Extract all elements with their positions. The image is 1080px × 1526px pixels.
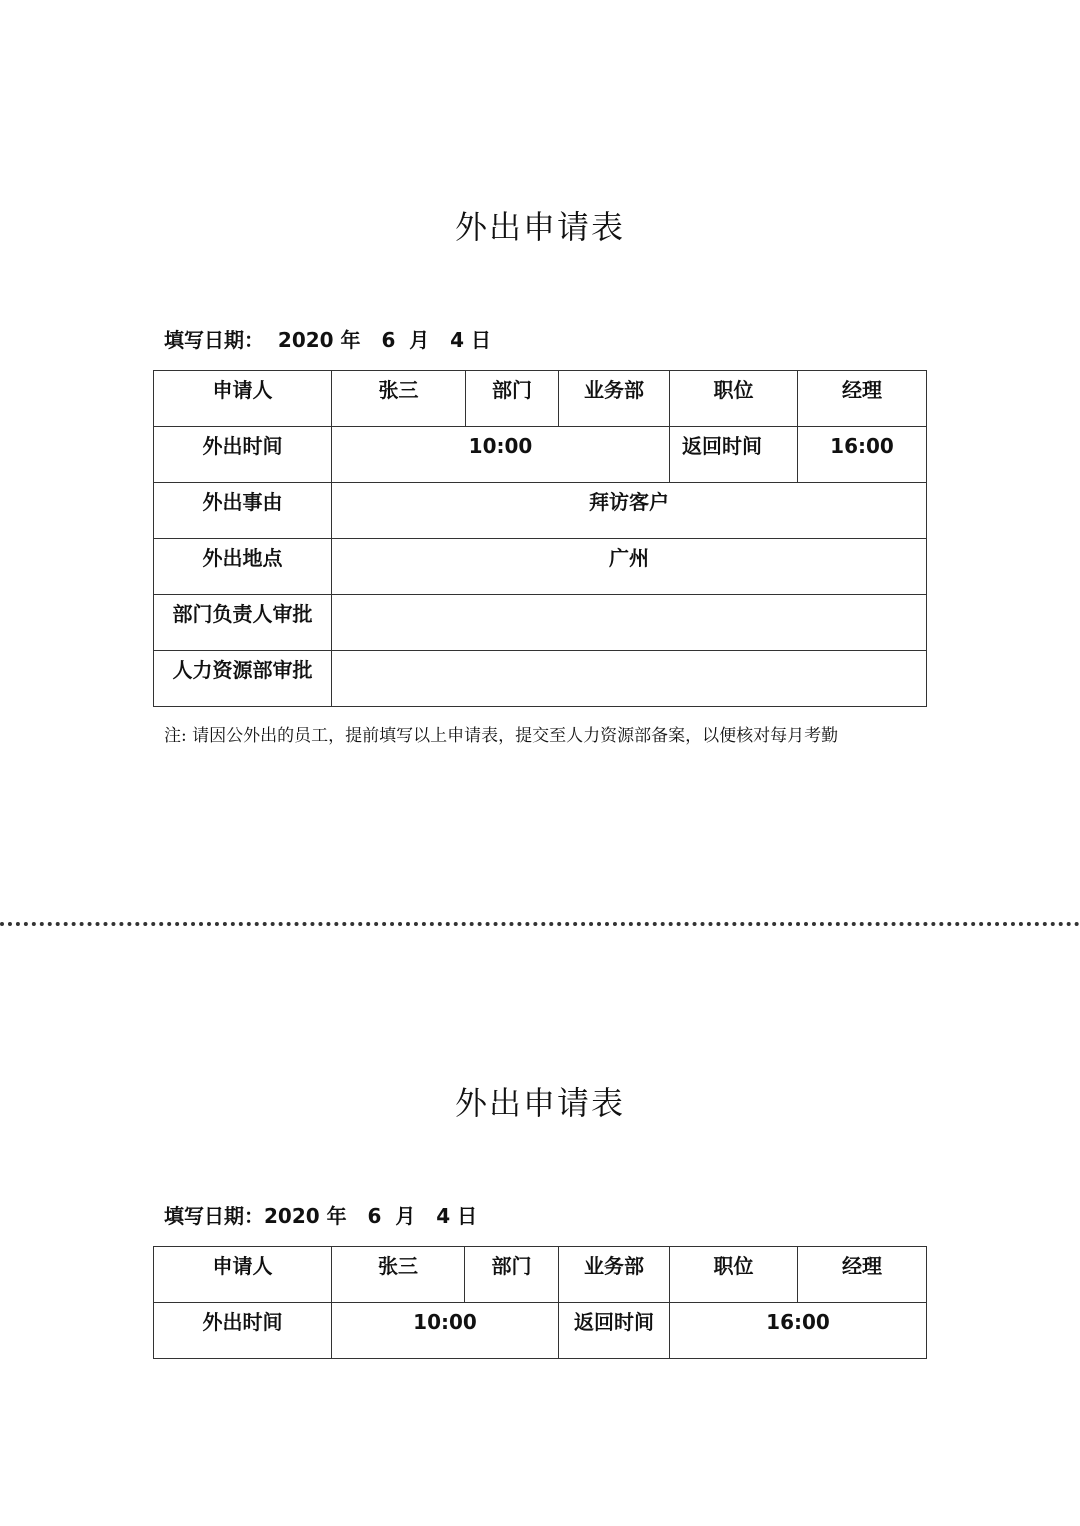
- out-time-label: 外出时间: [154, 1303, 332, 1359]
- return-time-label: 返回时间: [559, 1303, 670, 1359]
- applicant-label: 申请人: [154, 371, 332, 427]
- applicant-value[interactable]: 张三: [332, 371, 466, 427]
- reason-value[interactable]: 拜访客户: [332, 483, 927, 539]
- table-row: [154, 539, 927, 595]
- table-row: [154, 1303, 927, 1359]
- table-row: [154, 595, 927, 651]
- cut-line-divider: [0, 922, 1080, 926]
- out-time-value[interactable]: 10:00: [332, 427, 670, 483]
- table-row: [154, 651, 927, 707]
- out-time-label: 外出时间: [154, 427, 332, 483]
- location-value[interactable]: 广州: [332, 539, 927, 595]
- note-text: 注: 请因公外出的员工，提前填写以上申请表，提交至人力资源部备案，以便核对每月考勤: [164, 726, 839, 746]
- hr-approval-value[interactable]: [332, 651, 927, 707]
- application-table: [153, 1246, 927, 1359]
- dept-label: 部门: [466, 371, 559, 427]
- form-title: 外出申请表: [454, 1084, 625, 1122]
- hr-approval-label: 人力资源部审批: [154, 651, 332, 707]
- application-table: [153, 370, 927, 707]
- applicant-value[interactable]: 张三: [332, 1247, 465, 1303]
- position-value[interactable]: 经理: [798, 371, 927, 427]
- table-row: [154, 371, 927, 427]
- fill-date: 填写日期：2020 年 6 月 4 日: [164, 1204, 478, 1228]
- out-time-value[interactable]: 10:00: [332, 1303, 559, 1359]
- applicant-label: 申请人: [154, 1247, 332, 1303]
- location-label: 外出地点: [154, 539, 332, 595]
- dept-head-approval-value[interactable]: [332, 595, 927, 651]
- table-row: [154, 1247, 927, 1303]
- dept-value[interactable]: 业务部: [559, 1247, 670, 1303]
- return-time-label: 返回时间: [670, 427, 798, 483]
- dept-head-approval-label: 部门负责人审批: [154, 595, 332, 651]
- return-time-value[interactable]: 16:00: [798, 427, 927, 483]
- fill-date: 填写日期： 2020 年 6 月 4 日: [164, 328, 492, 352]
- reason-label: 外出事由: [154, 483, 332, 539]
- table-row: [154, 427, 927, 483]
- form-title: 外出申请表: [454, 208, 625, 246]
- dept-label: 部门: [465, 1247, 559, 1303]
- position-label: 职位: [670, 1247, 798, 1303]
- position-label: 职位: [670, 371, 798, 427]
- return-time-value[interactable]: 16:00: [670, 1303, 927, 1359]
- position-value[interactable]: 经理: [798, 1247, 927, 1303]
- table-row: [154, 483, 927, 539]
- dept-value[interactable]: 业务部: [559, 371, 670, 427]
